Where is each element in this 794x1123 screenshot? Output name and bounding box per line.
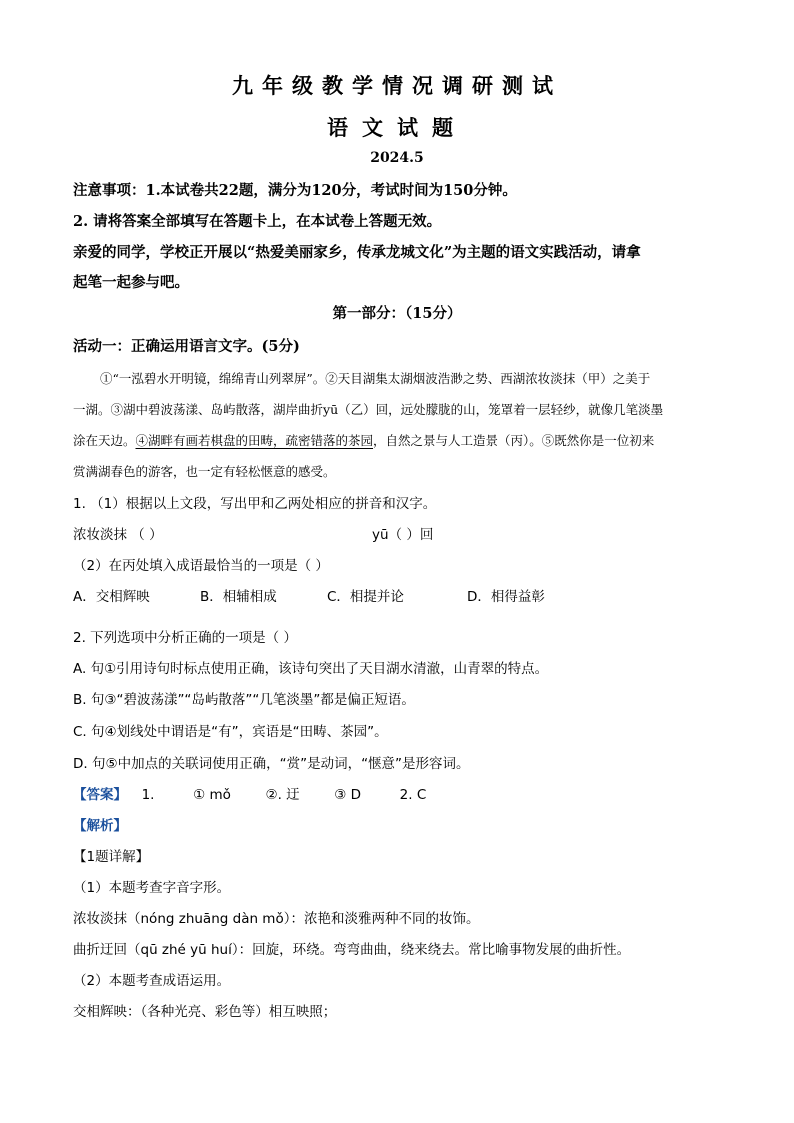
q1-option-c: C．相提并论 bbox=[327, 589, 404, 605]
activity1-heading: 活动一：正确运用语言文字。(5分) bbox=[73, 338, 300, 355]
passage-text: ，自然之景与人工造景（丙）。⑤既然你是一位初来 bbox=[373, 433, 655, 448]
q1-option-d: D．相得益彰 bbox=[467, 589, 545, 605]
analysis-label: 【解析】 bbox=[73, 818, 127, 834]
q1-blank-a: 浓妆淡抹 （ ） bbox=[73, 527, 163, 543]
analysis-line: （2）本题考查成语运用。 bbox=[73, 973, 231, 989]
q2-option-c: C. 句④划线处中谓语是“有”，宾语是“田畴、茶园”。 bbox=[73, 724, 388, 740]
q1-sub2: （2）在丙处填入成语最恰当的一项是（ ） bbox=[73, 558, 329, 574]
notes-line-2: 2. 请将答案全部填写在答题卡上，在本试卷上答题无效。 bbox=[73, 213, 442, 230]
intro-line-1: 亲爱的同学，学校正开展以“热爱美丽家乡，传承龙城文化”为主题的语文实践活动，请拿 bbox=[73, 244, 641, 261]
analysis-line: （1）本题考查字音字形。 bbox=[73, 880, 231, 896]
part1-heading: 第一部分：（15分） bbox=[332, 305, 462, 322]
analysis-line: 浓妆淡抹（nóng zhuāng dàn mǒ）：浓艳和淡雅两种不同的妆饰。 bbox=[73, 911, 480, 927]
q1-option-b: B．相辅相成 bbox=[200, 589, 277, 605]
answer-item: ① mǒ bbox=[193, 787, 231, 803]
q2-option-b: B. 句③“碧波荡漾”“岛屿散落”“几笔淡墨”都是偏正短语。 bbox=[73, 692, 415, 708]
analysis-line: 曲折迂回（qū zhé yū huí）：回旋，环绕。弯弯曲曲，绕来绕去。常比喻事物发展的曲折性。 bbox=[73, 942, 631, 958]
notes-line-1: 注意事项：1.本试卷共22题，满分为120分，考试时间为150分钟。 bbox=[73, 182, 517, 199]
q2-option-d: D. 句⑤中加点的关联词使用正确，“赏”是动词，“惬意”是形容词。 bbox=[73, 756, 470, 772]
passage-line-4: 赏满湖春色的游客，也一定有轻松惬意的感受。 bbox=[73, 464, 336, 479]
analysis-section: 【1题详解】 bbox=[73, 849, 150, 865]
q1-option-a: A．交相辉映 bbox=[73, 589, 150, 605]
analysis-line: 交相辉映：（各种光亮、彩色等）相互映照； bbox=[73, 1004, 337, 1020]
q1-blank-b: yū（ ）回 bbox=[372, 527, 434, 543]
passage-text: 涂在天边。 bbox=[73, 433, 136, 448]
answer-row bbox=[73, 785, 426, 805]
answer-item: ③ D bbox=[334, 787, 362, 803]
underlined-clause: ④湖畔有画若棋盘的田畴，疏密错落的茶园 bbox=[135, 433, 374, 448]
q2-stem: 2. 下列选项中分析正确的一项是（ ） bbox=[73, 630, 297, 646]
q2-option-a: A. 句①引用诗句时标点使用正确，该诗句突出了天目湖水清澈，山青翠的特点。 bbox=[73, 661, 549, 677]
q1-stem: 1. （1）根据以上文段，写出甲和乙两处相应的拼音和汉字。 bbox=[73, 496, 437, 512]
answer-item: 2. C bbox=[399, 787, 427, 803]
exam-subject: 语文试题 bbox=[327, 115, 467, 140]
answer-item: ②. 迂 bbox=[265, 787, 300, 803]
answer-label: 【答案】 bbox=[73, 787, 127, 803]
passage-line-1: ①“一泓碧水开明镜，绵绵青山列翠屏”。②天目湖集太湖烟波浩渺之势、西湖浓妆淡抹（甲）之美于 bbox=[100, 371, 651, 386]
intro-line-2: 起笔一起参与吧。 bbox=[73, 274, 189, 291]
answer-item: 1. bbox=[141, 787, 155, 803]
exam-title: 九年级教学情况调研测试 bbox=[232, 73, 562, 98]
exam-date: 2024.5 bbox=[370, 150, 424, 166]
passage-line-3 bbox=[73, 431, 654, 451]
passage-line-2: 一湖。③湖中碧波荡漾、岛屿散落，湖岸曲折yū（乙）回，远处朦胧的山，笼罩着一层轻纱，就像几笔淡墨 bbox=[73, 402, 664, 417]
